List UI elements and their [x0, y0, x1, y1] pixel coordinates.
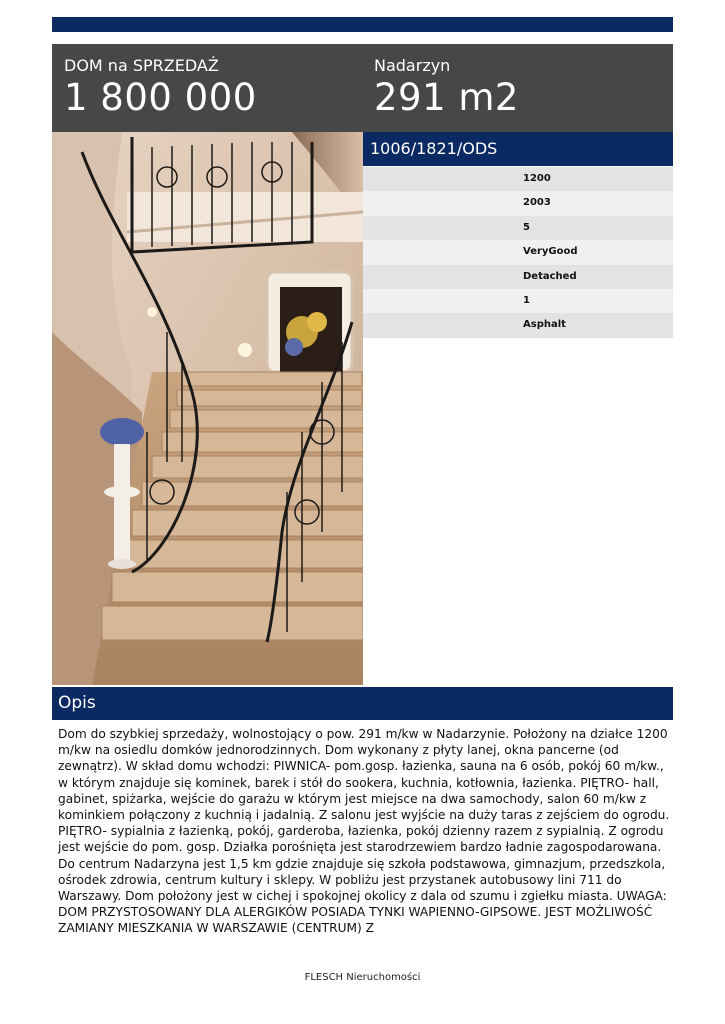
detail-value: Detached — [523, 270, 577, 282]
top-accent-bar — [52, 17, 673, 32]
property-photo — [52, 132, 363, 685]
detail-value: Asphalt — [523, 319, 566, 331]
listing-location: Nadarzyn — [374, 56, 451, 75]
detail-value: 5 — [523, 221, 530, 233]
listing-header — [52, 44, 673, 132]
detail-row — [363, 289, 673, 313]
reference-number: 1006/1821/ODS — [370, 139, 498, 158]
detail-row — [363, 240, 673, 264]
reference-bar — [363, 132, 673, 166]
listing-area: 291 m2 — [374, 76, 519, 119]
detail-row — [363, 191, 673, 215]
detail-row — [363, 313, 673, 337]
detail-value: 1200 — [523, 173, 551, 184]
detail-value: 2003 — [523, 197, 551, 209]
description-heading-bar — [52, 687, 673, 720]
detail-row — [363, 265, 673, 289]
footer-agency-name: FLESCH Nieruchomości — [304, 972, 421, 983]
detail-value: VeryGood — [523, 246, 578, 258]
detail-row — [363, 216, 673, 240]
detail-row — [363, 167, 673, 191]
details-table — [363, 167, 673, 338]
description-text: Dom do szybkiej sprzedaży, wolnostojący o pow. 291 m/kw w Nadarzynie. Położony na działce 1200 m/kw na osiedlu domków jednorodzinnych. Dom wykonany z płyty lanej, okna pancerne (od zewnątrz). W skład domu wchodzi: PIWNICA- pom.gosp. łazienka, sauna na 6 osób, pokój 60 m/kw., w którym znajduje się kominek, barek i stół do sookera, kuchnia, kotłownia, łazienka. PIĘTRO- hall, gabinet, spiżarka, wejście do garażu w którym jest miejsce na dwa samochody, salon 60 m/kw z kominkiem połączony z kuchnią i jadalnią. Z salonu jest wyjście na duży taras z zejściem do ogrodu. PIĘTRO- sypialnia z łazienką, pokój, garderoba, łazienka, pokój dzienny razem z sypialnią. Z ogrodu jest wejście do pom. gosp. Działka porośnięta jest starodrzewiem bardzo ładnie zagospodarowana. Do centrum Nadarzyna jest 1,5 km gdzie znajduje się szkoła podstawowa, gimnazjum, przedszkola, ośrodek zdrowia, centrum kultury i sklepy. W pobliżu jest przystanek autobusowy lini 711 do Warszawy. Dom położony jest w cichej i spokojnej okolicy z dala od szumu i zgiełku miasta. UWAGA: DOM PRZYSTOSOWANY DLA ALERGIKÓW POSIADA TYNKI WAPIENNO-GIPSOWE. JEST MOŻLIWOŚĆ ZAMIANY MIESZKANIA W WARSZAWIE (CENTRUM) Z — [58, 727, 670, 936]
listing-type-label: DOM na SPRZEDAŻ — [64, 56, 219, 75]
header-left — [64, 56, 257, 119]
detail-value: 1 — [523, 294, 530, 306]
header-right — [374, 56, 519, 119]
description-heading: Opis — [58, 693, 96, 713]
listing-price: 1 800 000 — [64, 76, 257, 119]
